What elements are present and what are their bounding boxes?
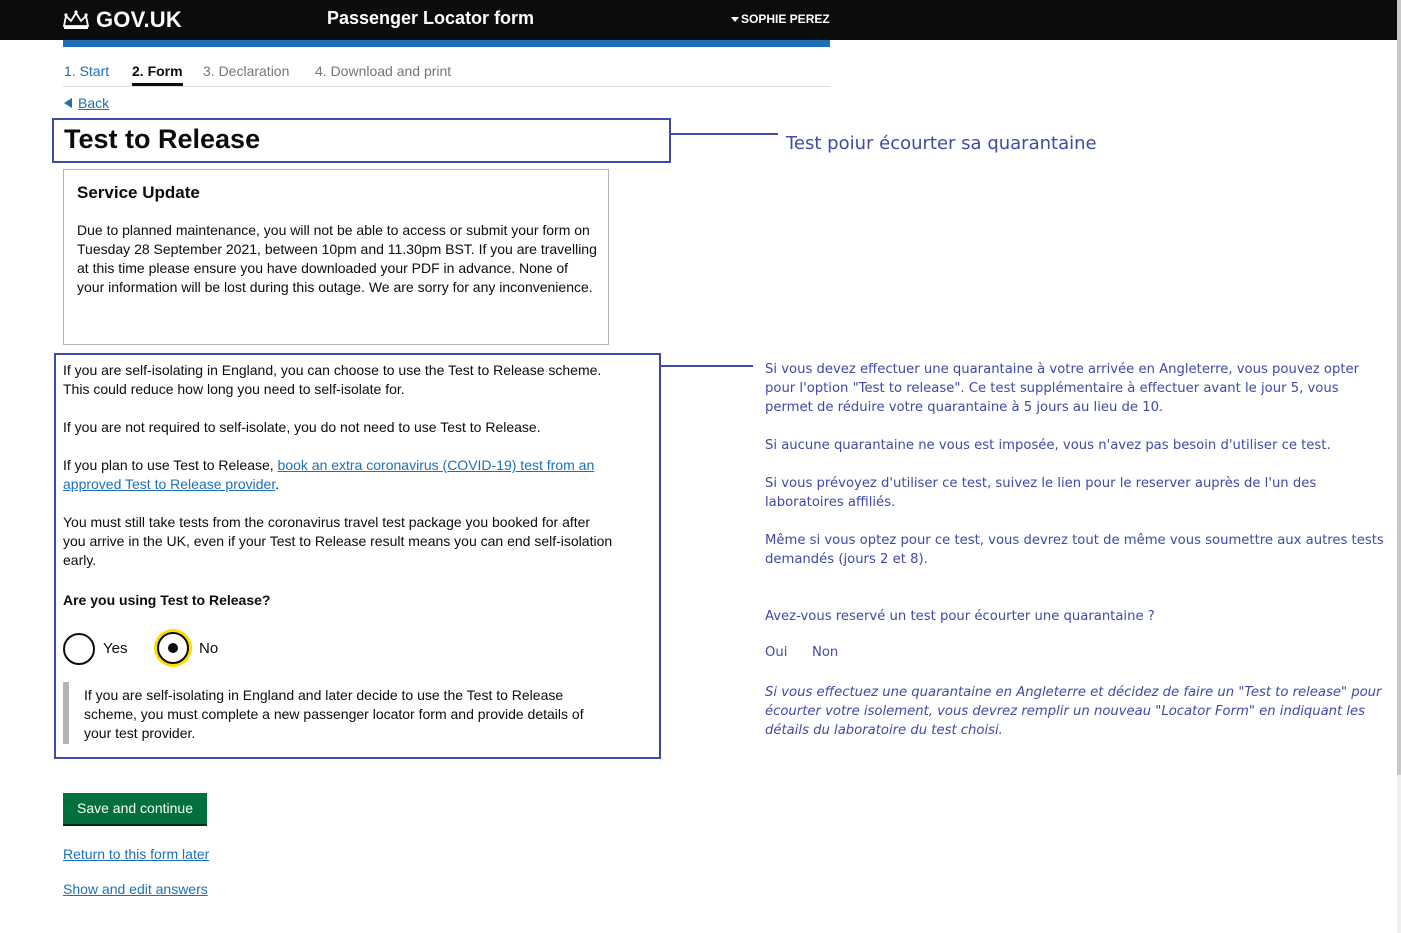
radio-no-label[interactable]: No bbox=[199, 640, 219, 657]
user-menu[interactable] bbox=[731, 12, 830, 26]
annotation-title-fr: Test poiur écourter sa quarantaine bbox=[786, 133, 1097, 154]
scrollbar[interactable] bbox=[1397, 0, 1401, 933]
back-link[interactable] bbox=[64, 95, 109, 111]
annotation-inset-fr: Si vous effectuez une quarantaine en Angleterre et décidez de faire un "Test to release" pour écourter votre isolement, vous devrez remplir un nouveau "Locator Form" en indiquant les détails du laboratoire du test choisi. bbox=[765, 685, 1382, 738]
question-label: Are you using Test to Release? bbox=[63, 592, 271, 608]
inset-text: If you are self-isolating in England and later decide to use the Test to Release scheme, you must complete a new passenger locator form and provide details of your test provider. bbox=[84, 687, 584, 741]
return-later-link[interactable]: Return to this form later bbox=[63, 846, 210, 862]
radio-yes[interactable] bbox=[63, 633, 95, 665]
annotation-no-fr: Non bbox=[812, 645, 839, 660]
show-edit-answers-link[interactable]: Show and edit answers bbox=[63, 881, 208, 897]
annotation-p2-fr: Si aucune quarantaine ne vous est imposée, vous n'avez pas besoin d'utiliser ce test. bbox=[765, 438, 1331, 453]
caret-down-icon bbox=[731, 17, 739, 22]
annotation-connector-content bbox=[661, 365, 753, 367]
annotation-connector-title bbox=[671, 133, 778, 135]
radio-yes-label[interactable]: Yes bbox=[103, 640, 128, 657]
save-and-continue-button[interactable]: Save and continue bbox=[63, 793, 207, 824]
back-arrow-icon bbox=[64, 98, 72, 108]
service-update-heading: Service Update bbox=[77, 183, 200, 202]
service-name[interactable]: Passenger Locator form bbox=[327, 8, 535, 28]
header-accent-strip bbox=[63, 40, 830, 47]
govuk-logo[interactable] bbox=[62, 7, 182, 33]
back-label: Back bbox=[78, 95, 110, 111]
radio-no[interactable] bbox=[157, 632, 189, 664]
paragraph-not-required: If you are not required to self-isolate, you do not need to use Test to Release. bbox=[63, 419, 541, 435]
book-test-prefix: If you plan to use Test to Release, bbox=[63, 457, 278, 473]
user-name: SOPHIE PEREZ bbox=[741, 12, 830, 26]
book-test-suffix: . bbox=[275, 476, 280, 492]
annotation-question-fr: Avez-vous reservé un test pour écourter une quarantaine ? bbox=[765, 609, 1155, 624]
annotation-p1-fr: Si vous devez effectuer une quarantaine à votre arrivée en Angleterre, vous pouvez opter pour l'option "Test to release". Ce test supplémentaire à effectuer avant le jour 5, vous permet de réduire votre quarantaine à 5 jours au lieu de 10. bbox=[765, 362, 1360, 415]
logo-text: GOV.UK bbox=[96, 7, 182, 32]
service-update-panel bbox=[63, 169, 609, 345]
paragraph-self-isolating: If you are self-isolating in England, you can choose to use the Test to Release scheme. This could reduce how long you need to self-isolate for. bbox=[63, 362, 602, 397]
step-form[interactable]: 2. Form bbox=[132, 63, 183, 79]
radio-selected-dot bbox=[168, 643, 178, 653]
govuk-header bbox=[0, 0, 1397, 40]
step-start[interactable]: 1. Start bbox=[64, 63, 110, 79]
page-title: Test to Release bbox=[64, 124, 261, 154]
paragraph-travel-tests: You must still take tests from the coronavirus travel test package you booked for after you arrive in the UK, even if your Test to Release result means you can end self-isolation early. bbox=[63, 514, 613, 568]
step-navigation bbox=[63, 63, 830, 87]
scrollbar-thumb[interactable] bbox=[1397, 0, 1401, 775]
annotation-p3-fr: Si vous prévoyez d'utiliser ce test, suivez le lien pour le reserver auprès de l'un des laboratoires affiliés. bbox=[765, 476, 1317, 510]
book-test-link[interactable]: book an extra coronavirus (COVID-19) test from an approved Test to Release provider bbox=[63, 457, 595, 492]
step-declaration: 3. Declaration bbox=[203, 63, 290, 79]
paragraph-book-test bbox=[63, 456, 613, 494]
crown-icon bbox=[62, 10, 90, 30]
step-download-print: 4. Download and print bbox=[315, 63, 452, 79]
service-update-body: Due to planned maintenance, you will not be able to access or submit your form on Tuesday 28 September 2021, between 10pm and 11.30pm BST. If you are travelling at this time please ensure you have downloaded your PDF in advance. None of your information will be lost during this outage. We are sorry for any inconvenience. bbox=[77, 222, 597, 295]
inset-border bbox=[63, 682, 69, 744]
annotation-yes-fr: Oui bbox=[765, 645, 788, 660]
annotation-p4-fr: Même si vous optez pour ce test, vous devrez tout de même vous soumettre aux autres tests demandés (jours 2 et 8). bbox=[765, 533, 1384, 567]
